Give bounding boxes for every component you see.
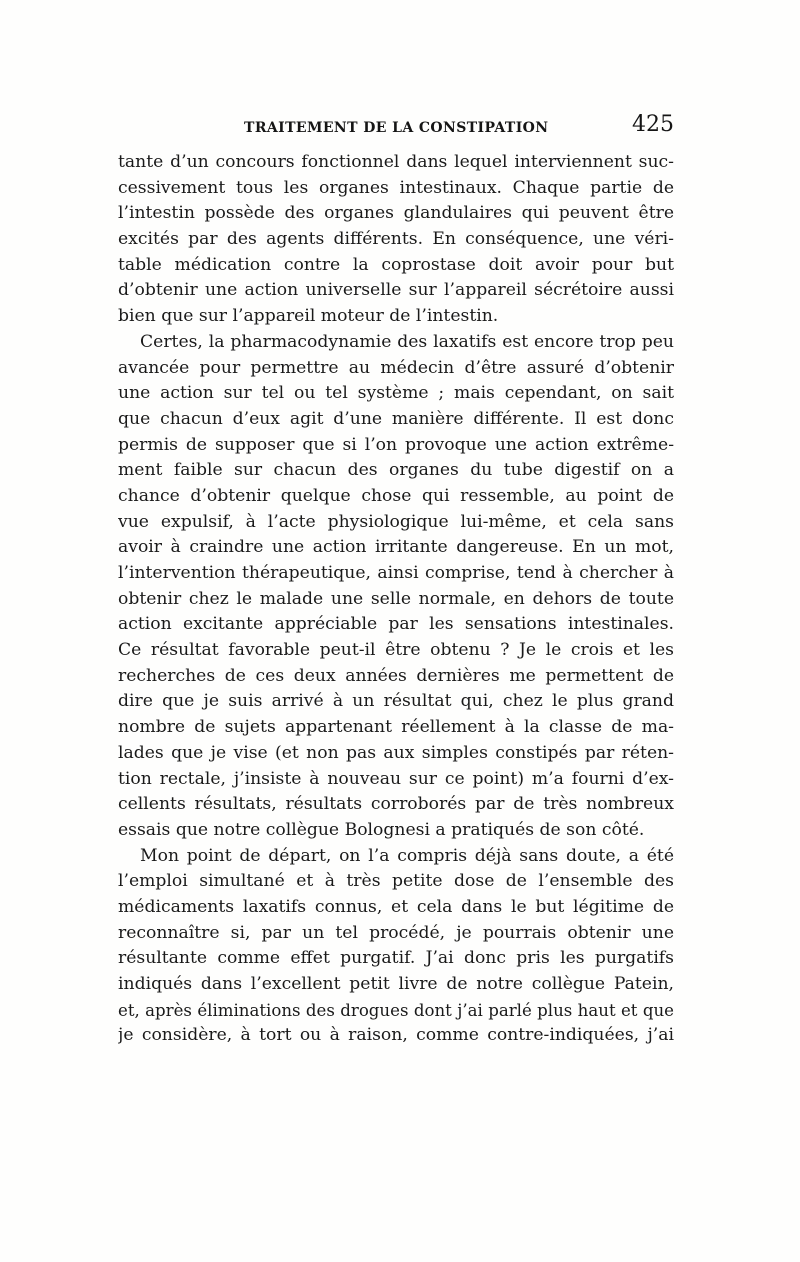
- text-line: nombre de sujets appartenant réellement à la classe de ma-: [118, 717, 674, 738]
- text-line: excités par des agents différents. En conséquence, une véri-: [118, 229, 674, 250]
- text-line: cellents résultats, résultats corroborés par de très nombreux: [118, 794, 674, 815]
- text-line: et, après éliminations des drogues dont j’ai parlé plus haut et que: [118, 1000, 674, 1020]
- text-line: indiqués dans l’excellent petit livre de notre collègue Patein,: [118, 974, 674, 994]
- text-line: je considère, à tort ou à raison, comme contre-indiquées, j’ai: [118, 1025, 674, 1046]
- text-line: l’intestin possède des organes glandulaires qui peuvent être: [118, 203, 674, 224]
- text-line: obtenir chez le malade une selle normale, en dehors de toute: [118, 588, 674, 609]
- text-line: chance d’obtenir quelque chose qui ressemble, au point de: [118, 485, 674, 506]
- text-line: permis de supposer que si l’on provoque une action extrême-: [118, 434, 674, 455]
- body-text: [118, 150, 674, 1049]
- page-number: 425: [632, 112, 674, 137]
- text-line: essais que notre collègue Bolognesi a pratiqués de son côté.: [118, 819, 645, 840]
- text-line: bien que sur l’appareil moteur de l’intestin.: [118, 306, 499, 327]
- text-line: vue expulsif, à l’acte physiologique lui-même, et cela sans: [118, 511, 674, 532]
- text-line: l’intervention thérapeutique, ainsi comprise, tend à chercher à: [118, 563, 674, 583]
- text-line: action excitante appréciable par les sensations intestinales.: [118, 614, 674, 635]
- text-line: Certes, la pharmacodynamie des laxatifs est encore trop peu: [140, 331, 674, 352]
- text-line: l’emploi simultané et à très petite dose de l’ensemble des: [118, 871, 674, 892]
- text-line: dire que je suis arrivé à un résultat qui, chez le plus grand: [118, 691, 674, 712]
- text-line: une action sur tel ou tel système ; mais cependant, on sait: [118, 383, 674, 404]
- text-line: ment faible sur chacun des organes du tube digestif on a: [118, 460, 674, 481]
- text-line: médicaments laxatifs connus, et cela dans le but légitime de: [118, 896, 674, 917]
- text-line: Ce résultat favorable peut-il être obtenu ? Je le crois et les: [118, 640, 674, 661]
- text-line: cessivement tous les organes intestinaux. Chaque partie de: [118, 177, 674, 198]
- page-header: [118, 108, 674, 144]
- text-line: tion rectale, j’insiste à nouveau sur ce point) m’a fourni d’ex-: [118, 768, 674, 789]
- text-line: avancée pour permettre au médecin d’être assuré d’obtenir: [118, 357, 674, 378]
- text-line: lades que je vise (et non pas aux simples constipés par réten-: [118, 742, 674, 763]
- text-line: d’obtenir une action universelle sur l’appareil sécrétoire aussi: [118, 280, 674, 301]
- running-title: TRAITEMENT DE LA CONSTIPATION: [244, 120, 549, 136]
- text-line: reconnaître si, par un tel procédé, je pourrais obtenir une: [118, 922, 674, 943]
- text-line: résultante comme effet purgatif. J’ai donc pris les purgatifs: [118, 948, 674, 969]
- text-line: tante d’un concours fonctionnel dans lequel interviennent suc-: [118, 152, 674, 172]
- text-line: recherches de ces deux années dernières me permettent de: [118, 665, 674, 686]
- text-line: que chacun d’eux agit d’une manière différente. Il est donc: [118, 408, 674, 429]
- text-line: avoir à craindre une action irritante dangereuse. En un mot,: [118, 537, 674, 558]
- text-line: Mon point de départ, on l’a compris déjà sans doute, a été: [140, 845, 674, 866]
- text-line: table médication contre la coprostase doit avoir pour but: [118, 254, 674, 275]
